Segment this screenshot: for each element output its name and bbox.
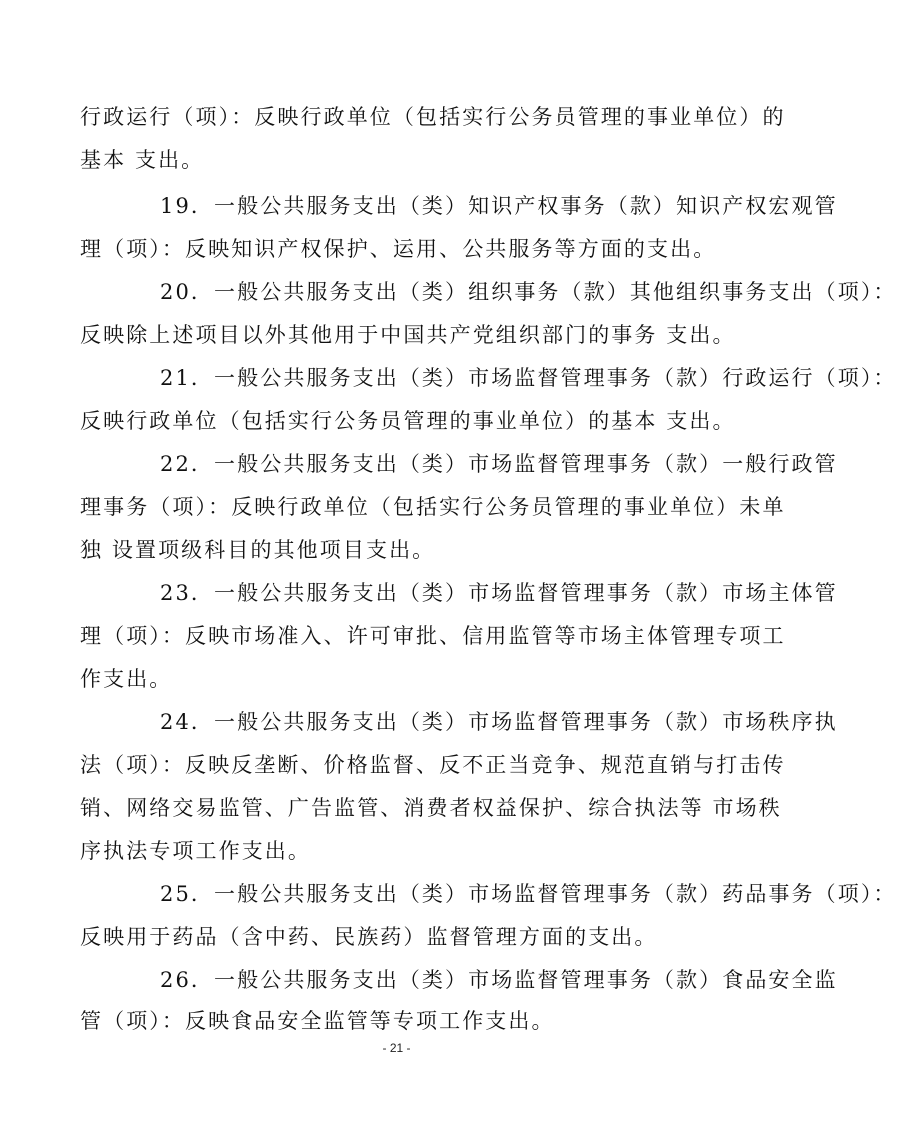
text-line: 22．一般公共服务支出（类）市场监督管理事务（款）一般行政管 bbox=[160, 452, 838, 476]
text-line: 行政运行（项）：反映行政单位（包括实行公务员管理的事业单位）的 bbox=[80, 105, 786, 129]
text-line: 19．一般公共服务支出（类）知识产权事务（款）知识产权宏观管 bbox=[160, 194, 838, 218]
text-line: 23．一般公共服务支出（类）市场监督管理事务（款）市场主体管 bbox=[160, 581, 838, 605]
text-line: 24．一般公共服务支出（类）市场监督管理事务（款）市场秩序执 bbox=[160, 710, 838, 734]
text-line: 反映除上述项目以外其他用于中国共产党组织部门的事务 支出。 bbox=[80, 323, 736, 347]
text-line: 管（项）：反映食品安全监管等专项工作支出。 bbox=[80, 1009, 555, 1033]
text-line: 26．一般公共服务支出（类）市场监督管理事务（款）食品安全监 bbox=[160, 968, 838, 992]
text-line: 理（项）：反映知识产权保护、运用、公共服务等方面的支出。 bbox=[80, 237, 717, 261]
text-line: 反映行政单位（包括实行公务员管理的事业单位）的基本 支出。 bbox=[80, 409, 736, 433]
text-line: 理事务（项）：反映行政单位（包括实行公务员管理的事业单位）未单 bbox=[80, 495, 786, 519]
text-line: 20．一般公共服务支出（类）组织事务（款）其他组织事务支出（项）： bbox=[160, 280, 897, 304]
page-number: - 21 - bbox=[382, 1041, 411, 1055]
text-line: 序执法专项工作支出。 bbox=[80, 839, 311, 863]
text-line: 理（项）：反映市场准入、许可审批、信用监管等市场主体管理专项工 bbox=[80, 624, 786, 648]
text-line: 基本 支出。 bbox=[80, 148, 205, 172]
text-line: 作支出。 bbox=[80, 667, 173, 691]
text-line: 独 设置项级科目的其他项目支出。 bbox=[80, 538, 436, 562]
text-line: 法（项）：反映反垄断、价格监督、反不正当竞争、规范直销与打击传 bbox=[80, 753, 786, 777]
text-line: 21．一般公共服务支出（类）市场监督管理事务（款）行政运行（项）： bbox=[160, 366, 897, 390]
text-line: 反映用于药品（含中药、民族药）监督管理方面的支出。 bbox=[80, 925, 658, 949]
text-line: 25．一般公共服务支出（类）市场监督管理事务（款）药品事务（项）： bbox=[160, 882, 897, 906]
text-line: 销、网络交易监管、广告监管、消费者权益保护、综合执法等 市场秩 bbox=[80, 796, 782, 820]
